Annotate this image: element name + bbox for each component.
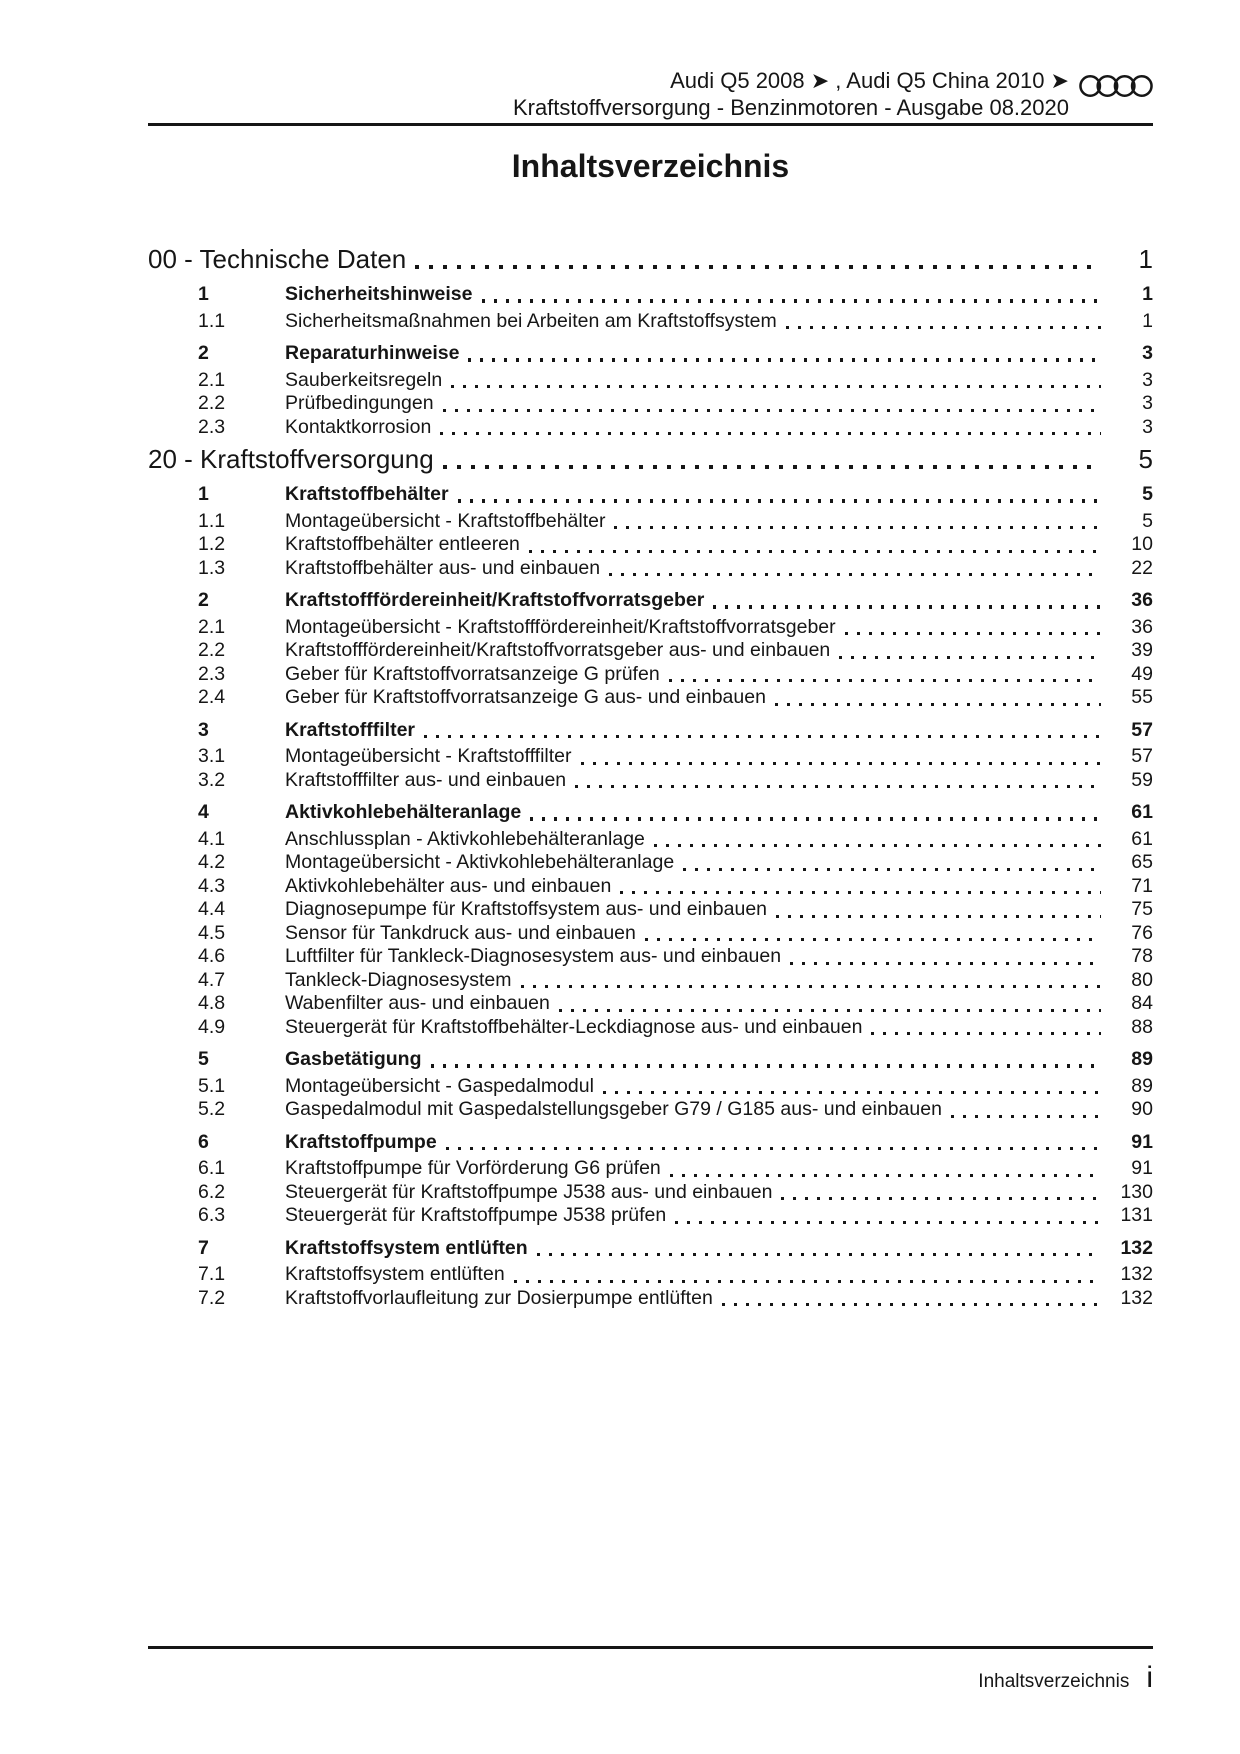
page-number: 90 (1131, 1098, 1153, 1120)
header-model-line: Audi Q5 2008 ➤ , Audi Q5 China 2010 ➤ (670, 68, 1069, 93)
entry-title: Geber für Kraftstoffvorratsanzeige G prüfen (285, 662, 660, 685)
entry-number: 4.5 (198, 921, 226, 944)
entry-number: 4.4 (198, 898, 226, 920)
entry-number: 2.1 (198, 368, 226, 391)
toc-entry-row[interactable] (148, 663, 1153, 687)
toc-entry-row[interactable] (148, 875, 1153, 899)
entry-number: 4.9 (198, 1015, 226, 1038)
page-number: 49 (1131, 662, 1153, 685)
page-number: 3 (1142, 368, 1153, 391)
dot-leader (572, 745, 1103, 769)
dot-leader (674, 851, 1103, 875)
toc-entry-row[interactable] (148, 945, 1153, 969)
dot-leader (767, 898, 1103, 922)
entry-title: Reparaturhinweise (285, 342, 460, 364)
toc-entry-row[interactable] (148, 769, 1153, 793)
entry-number: 2.2 (198, 639, 226, 661)
toc-entry-row[interactable] (148, 1075, 1153, 1099)
page-number: 88 (1131, 1015, 1153, 1038)
dot-leader (431, 416, 1103, 440)
dot-leader (766, 686, 1103, 710)
toc-entry-row[interactable] (148, 589, 1153, 613)
toc-entry-row[interactable] (148, 392, 1153, 416)
toc-entry-row[interactable] (148, 557, 1153, 581)
dot-leader (449, 483, 1103, 507)
entry-title: Sauberkeitsregeln (285, 368, 443, 391)
entry-title: Kraftstoffpumpe für Vorförderung G6 prüfen (285, 1157, 661, 1179)
page-number: 76 (1131, 921, 1153, 944)
page-number: 1 (1142, 309, 1153, 332)
page-number: 132 (1120, 1263, 1153, 1285)
toc-list (148, 239, 1153, 1310)
entry-number: 2.3 (198, 415, 226, 438)
toc-entry-row[interactable] (148, 969, 1153, 993)
page-number: 132 (1120, 1286, 1153, 1309)
footer-label: Inhaltsverzeichnis (978, 1671, 1130, 1692)
entry-number: 6 (198, 1130, 209, 1153)
entry-title: Gaspedalmodul mit Gaspedalstellungsgeber G79 / G185 aus- und einbauen (285, 1098, 942, 1120)
dot-leader (605, 510, 1103, 534)
toc-entry-row[interactable] (148, 369, 1153, 393)
entry-title: Montageübersicht - Aktivkohlebehälteranlage (285, 851, 675, 873)
entry-title: Montageübersicht - Gaspedalmodul (285, 1074, 594, 1097)
entry-title: Sicherheitshinweise (285, 283, 473, 305)
entry-number: 4.7 (198, 968, 226, 991)
page-number: 1 (1138, 244, 1153, 274)
audi-rings-logo (1079, 73, 1153, 99)
entry-number: 1.3 (198, 556, 226, 579)
entry-title: Montageübersicht - Kraftstofffilter (285, 745, 572, 767)
entry-title: Gasbetätigung (285, 1048, 422, 1070)
dot-leader (512, 969, 1103, 993)
page-number: 80 (1131, 968, 1153, 991)
page-number: 91 (1131, 1157, 1153, 1179)
entry-number: 2.1 (198, 615, 226, 638)
dot-leader (442, 369, 1103, 393)
page-footer (148, 1646, 1153, 1695)
page-number: 130 (1120, 1180, 1153, 1203)
page-number: 89 (1131, 1048, 1153, 1070)
entry-title: Kraftstofffilter (285, 718, 415, 741)
entry-title: Montageübersicht - Kraftstoffbehälter (285, 509, 606, 532)
toc-entry-row[interactable] (148, 851, 1153, 875)
dot-leader (704, 589, 1103, 613)
dot-leader (520, 533, 1103, 557)
dot-leader (550, 992, 1103, 1016)
dot-leader (772, 1181, 1103, 1205)
dot-leader (521, 801, 1103, 825)
page-number: 22 (1131, 556, 1153, 579)
entry-title: Kraftstoffsystem entlüften (285, 1263, 505, 1285)
dot-leader (666, 1204, 1103, 1228)
page-number: 3 (1142, 415, 1153, 438)
entry-number: 2.2 (198, 392, 226, 414)
page-number: 5 (1142, 483, 1153, 505)
entry-number: 2.4 (198, 686, 226, 708)
entry-title: Kraftstofffilter aus- und einbauen (285, 768, 567, 791)
dot-leader (830, 639, 1103, 663)
page-number: 132 (1120, 1236, 1153, 1259)
toc-entry-row[interactable] (148, 416, 1153, 440)
toc-entry-row[interactable] (148, 1048, 1153, 1072)
entry-title: Kraftstoffbehälter aus- und einbauen (285, 556, 601, 579)
dot-leader (836, 616, 1103, 640)
footer-rule (148, 1646, 1153, 1649)
entry-number: 1.2 (198, 533, 226, 555)
dot-leader (862, 1016, 1103, 1040)
page-number: 3 (1142, 342, 1153, 364)
entry-number: 7.2 (198, 1286, 226, 1309)
entry-number: 3.2 (198, 768, 226, 791)
toc-entry-row[interactable] (148, 310, 1153, 334)
toc-entry-row[interactable] (148, 1098, 1153, 1122)
chapter-label: 00 - Technische Daten (148, 244, 407, 274)
dot-leader (781, 945, 1103, 969)
entry-number: 4.6 (198, 945, 226, 967)
dot-leader (459, 342, 1103, 366)
page-number: 71 (1131, 874, 1153, 897)
entry-title: Kraftstoffsystem entlüften (285, 1236, 528, 1259)
page-number: 57 (1131, 718, 1153, 741)
page-number: 131 (1120, 1204, 1153, 1226)
entry-title: Diagnosepumpe für Kraftstoffsystem aus- und einbauen (285, 898, 768, 920)
dot-leader (594, 1075, 1103, 1099)
dot-leader (611, 875, 1103, 899)
dot-leader (777, 310, 1103, 334)
entry-number: 5 (198, 1048, 209, 1070)
toc-chapter-row[interactable] (148, 244, 1153, 274)
toc-entry-row[interactable] (148, 922, 1153, 946)
page-number: 55 (1131, 686, 1153, 708)
page-number: 61 (1131, 801, 1153, 823)
page-number: 84 (1131, 992, 1153, 1014)
page-number: 36 (1131, 589, 1153, 611)
toc-entry-row[interactable] (148, 1181, 1153, 1205)
toc-entry-row[interactable] (148, 745, 1153, 769)
toc-entry-row[interactable] (148, 1263, 1153, 1287)
entry-number: 2 (198, 589, 209, 611)
entry-number: 5.2 (198, 1098, 226, 1120)
page-number: 75 (1131, 898, 1153, 920)
toc-entry-row[interactable] (148, 1131, 1153, 1155)
entry-number: 1 (198, 283, 209, 305)
toc-entry-row[interactable] (148, 1204, 1153, 1228)
dot-leader (713, 1287, 1103, 1311)
page-number: 91 (1131, 1130, 1153, 1153)
entry-title: Kraftstoffvorlaufleitung zur Dosierpumpe entlüften (285, 1286, 713, 1309)
entry-number: 7 (198, 1236, 209, 1259)
entry-title: Aktivkohlebehälteranlage (285, 801, 522, 823)
toc-entry-row[interactable] (148, 686, 1153, 710)
entry-number: 6.2 (198, 1180, 226, 1203)
toc-entry-row[interactable] (148, 283, 1153, 307)
page-number: 36 (1131, 615, 1153, 638)
dot-leader (942, 1098, 1103, 1122)
toc-entry-row[interactable] (148, 898, 1153, 922)
dot-leader (600, 557, 1103, 581)
dot-leader (660, 663, 1103, 687)
dot-leader (434, 392, 1103, 416)
entry-number: 4.8 (198, 992, 226, 1014)
entry-number: 4.1 (198, 827, 226, 850)
toc-entry-row[interactable] (148, 1016, 1153, 1040)
entry-number: 2.3 (198, 662, 226, 685)
page-number: 5 (1142, 509, 1153, 532)
entry-title: Kraftstofffördereinheit/Kraftstoffvorratsgeber aus- und einbauen (285, 639, 831, 661)
toc-entry-row[interactable] (148, 719, 1153, 743)
page-number: 39 (1131, 639, 1153, 661)
entry-number: 6.3 (198, 1204, 226, 1226)
entry-number: 4.2 (198, 851, 226, 873)
toc-entry-row[interactable] (148, 1287, 1153, 1311)
entry-number: 3.1 (198, 745, 226, 767)
dot-leader (566, 769, 1103, 793)
page-number: 3 (1142, 392, 1153, 414)
entry-title: Sicherheitsmaßnahmen bei Arbeiten am Kraftstoffsystem (285, 309, 777, 332)
toc-entry-row[interactable] (148, 510, 1153, 534)
dot-leader (406, 244, 1103, 274)
entry-number: 1.1 (198, 309, 226, 332)
entry-title: Tankleck-Diagnosesystem (285, 968, 512, 991)
toc-entry-row[interactable] (148, 639, 1153, 663)
dot-leader (437, 1131, 1103, 1155)
dot-leader (645, 828, 1103, 852)
chapter-label: 20 - Kraftstoffversorgung (148, 444, 434, 474)
page-number: 65 (1131, 851, 1153, 873)
page-number: 57 (1131, 745, 1153, 767)
page-number: 78 (1131, 945, 1153, 967)
entry-number: 5.1 (198, 1074, 226, 1097)
footer-page-number: i (1146, 1661, 1153, 1694)
header-subject-line: Kraftstoffversorgung - Benzinmotoren - Ausgabe 08.2020 (512, 95, 1069, 120)
entry-number: 1.1 (198, 509, 226, 532)
entry-title: Kraftstoffbehälter (285, 483, 449, 505)
dot-leader (422, 1048, 1103, 1072)
toc-entry-row[interactable] (148, 616, 1153, 640)
dot-leader (505, 1263, 1103, 1287)
entry-number: 3 (198, 718, 209, 741)
entry-title: Wabenfilter aus- und einbauen (285, 992, 550, 1014)
entry-title: Sensor für Tankdruck aus- und einbauen (285, 921, 636, 944)
dot-leader (473, 283, 1104, 307)
entry-title: Anschlussplan - Aktivkohlebehälteranlage (285, 827, 645, 850)
entry-title: Geber für Kraftstoffvorratsanzeige G aus- und einbauen (285, 686, 766, 708)
entry-title: Steuergerät für Kraftstoffbehälter-Leckdiagnose aus- und einbauen (285, 1015, 863, 1038)
entry-title: Kraftstofffördereinheit/Kraftstoffvorratsgeber (285, 589, 705, 611)
toc-entry-row[interactable] (148, 483, 1153, 507)
entry-title: Luftfilter für Tankleck-Diagnosesystem aus- und einbauen (285, 945, 782, 967)
dot-leader (528, 1237, 1103, 1261)
entry-title: Prüfbedingungen (285, 392, 434, 414)
toc-entry-row[interactable] (148, 1157, 1153, 1181)
page-number: 59 (1131, 768, 1153, 791)
toc-entry-row[interactable] (148, 992, 1153, 1016)
entry-number: 7.1 (198, 1263, 226, 1285)
entry-number: 2 (198, 342, 209, 364)
entry-title: Kraftstoffbehälter entleeren (285, 533, 520, 555)
entry-number: 4 (198, 801, 209, 823)
header-rule (148, 123, 1153, 126)
toc-entry-row[interactable] (148, 342, 1153, 366)
toc-entry-row[interactable] (148, 801, 1153, 825)
dot-leader (415, 719, 1103, 743)
entry-title: Aktivkohlebehälter aus- und einbauen (285, 874, 612, 897)
entry-title: Kraftstoffpumpe (285, 1130, 437, 1153)
page-number: 1 (1142, 283, 1153, 305)
page-number: 61 (1131, 827, 1153, 850)
page-number: 10 (1131, 533, 1153, 555)
entry-number: 4.3 (198, 874, 226, 897)
entry-title: Steuergerät für Kraftstoffpumpe J538 aus- und einbauen (285, 1180, 773, 1203)
page-title: Inhaltsverzeichnis (511, 148, 790, 184)
entry-number: 6.1 (198, 1157, 226, 1179)
toc-entry-row[interactable] (148, 1237, 1153, 1261)
entry-title: Steuergerät für Kraftstoffpumpe J538 prüfen (285, 1204, 667, 1226)
dot-leader (661, 1157, 1103, 1181)
dot-leader (636, 922, 1103, 946)
page-header (148, 67, 1153, 123)
entry-number: 1 (198, 483, 209, 505)
page-number: 89 (1131, 1074, 1153, 1097)
page-number: 5 (1138, 444, 1153, 474)
toc-entry-row[interactable] (148, 533, 1153, 557)
dot-leader (434, 444, 1103, 474)
toc-entry-row[interactable] (148, 828, 1153, 852)
entry-title: Montageübersicht - Kraftstofffördereinheit/Kraftstoffvorratsgeber (285, 615, 836, 638)
toc-chapter-row[interactable] (148, 444, 1153, 474)
entry-title: Kontaktkorrosion (285, 415, 432, 438)
